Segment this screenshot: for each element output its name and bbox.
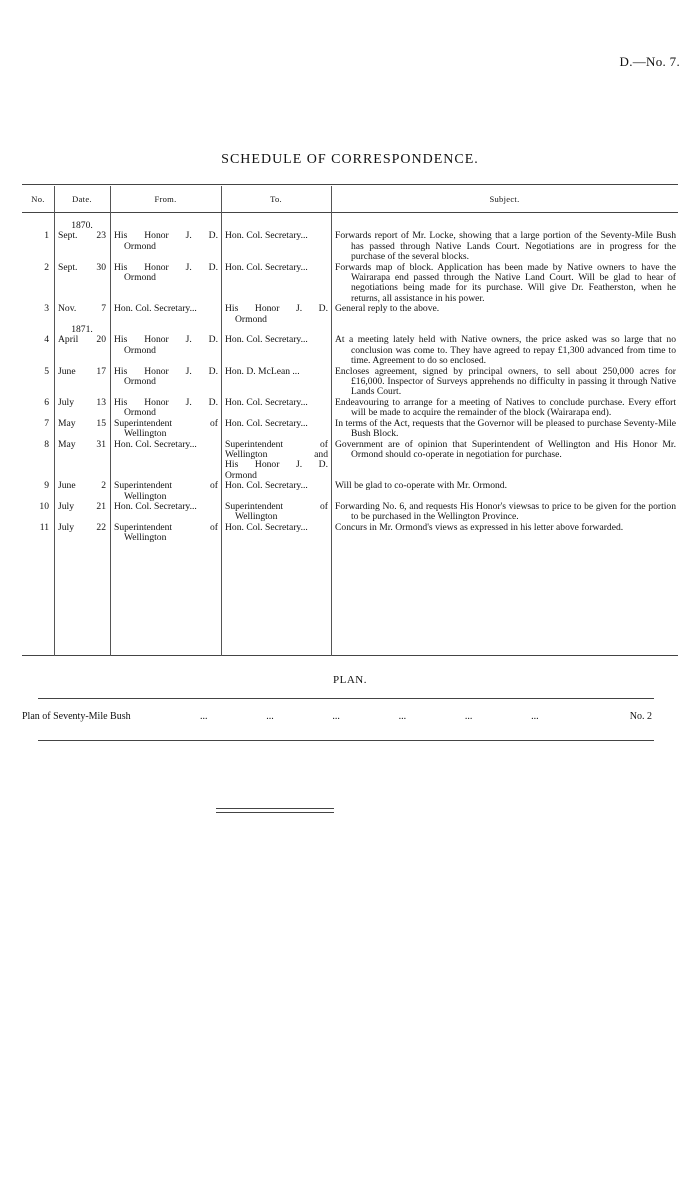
- entry-date: [54, 523, 110, 544]
- table-row: [22, 367, 678, 398]
- entry-date: [54, 367, 110, 398]
- entry-subject: [331, 304, 678, 325]
- entry-to-line: Ormond: [235, 313, 267, 325]
- entry-to-line: His Honor J. D.: [225, 303, 328, 315]
- entry-date: [54, 398, 110, 419]
- plan-top-rule: [38, 698, 654, 699]
- entry-month-day: [58, 523, 106, 533]
- entry-month-day: [58, 419, 106, 429]
- entry-day: 17: [96, 365, 106, 377]
- entry-subject: [331, 325, 678, 367]
- entry-number-text: 3: [44, 303, 49, 315]
- entry-month: May: [58, 417, 76, 429]
- closing-double-rule-bottom: [216, 812, 334, 813]
- table-row: [22, 325, 678, 367]
- entry-to-line: Hon. Col. Secretary...: [225, 521, 308, 533]
- entry-to-line: Hon. Col. Secretary...: [225, 261, 308, 273]
- entry-day: 21: [96, 500, 106, 512]
- entry-month: July: [58, 521, 74, 533]
- entry-day: 31: [96, 438, 106, 450]
- entry-date: [54, 419, 110, 440]
- entry-subject-text: In terms of the Act, requests that the Governor will be pleased to purchase Seventy-Mile Bush Block.: [335, 417, 676, 440]
- entry-to-line: Superintendent of: [225, 438, 328, 450]
- entry-from-line: His Honor J. D.: [114, 334, 218, 346]
- entry-to: [221, 523, 331, 544]
- entry-date: [54, 440, 110, 482]
- entry-number-text: 8: [44, 438, 49, 450]
- entry-from: [110, 221, 221, 263]
- entry-number: [22, 502, 54, 523]
- plan-row: [22, 711, 652, 722]
- entry-day: 7: [101, 303, 106, 315]
- table-row: [22, 440, 678, 482]
- entry-number-text: 10: [39, 500, 49, 512]
- entry-month-day: [58, 335, 106, 345]
- table-row: [22, 502, 678, 523]
- entry-to-line: Hon. Col. Secretary...: [225, 417, 308, 429]
- entry-day: 20: [96, 334, 106, 346]
- entry-month: Sept.: [58, 230, 78, 242]
- entry-date: [54, 304, 110, 325]
- entry-subject: [331, 481, 678, 502]
- entry-number: [22, 398, 54, 419]
- entry-number: [22, 304, 54, 325]
- table-row: [22, 481, 678, 502]
- leader-dot-group: ...: [199, 711, 208, 722]
- entry-to: [221, 325, 331, 367]
- column-header-date: Date.: [72, 194, 92, 204]
- entry-from: [110, 325, 221, 367]
- entry-number: [22, 440, 54, 482]
- entry-from-line: Hon. Col. Secretary...: [114, 500, 197, 512]
- table-row: [22, 263, 678, 305]
- entry-number: [22, 221, 54, 263]
- entry-subject: [331, 523, 678, 544]
- column-header-no: No.: [31, 194, 45, 204]
- entry-number-text: 9: [44, 480, 49, 492]
- entry-month-day: [58, 263, 106, 273]
- entry-to-line: Wellington and: [225, 448, 328, 460]
- entry-subject-text: Forwards report of Mr. Locke, showing that a large portion of the Seventy-Mile Bush has passed through Native Lands Court. Negotiations are in progress for the purchase of the several blocks.: [335, 230, 676, 263]
- table-row: [22, 523, 678, 544]
- entry-subject-text: Forwarding No. 6, and requests His Honor's viewsas to price to be given for the portion to be purchased in the Wellington Province.: [335, 500, 676, 523]
- entry-month-day: [58, 231, 106, 241]
- entry-to: [221, 263, 331, 305]
- entry-number: [22, 419, 54, 440]
- entry-month: April: [58, 334, 79, 346]
- table-row: [22, 419, 678, 440]
- entry-month: June: [58, 365, 76, 377]
- entry-from-line: Ormond: [124, 344, 156, 356]
- entry-from: [110, 367, 221, 398]
- entry-date: [54, 481, 110, 502]
- entry-number-text: 7: [44, 417, 49, 429]
- entry-from: [110, 481, 221, 502]
- entry-from-line: His Honor J. D.: [114, 230, 218, 242]
- entry-number-text: 11: [39, 521, 49, 533]
- plan-bottom-rule: [38, 740, 654, 741]
- entry-subject: [331, 502, 678, 523]
- plan-item-label: Plan of Seventy-Mile Bush: [22, 711, 131, 722]
- entry-day: 15: [96, 417, 106, 429]
- entry-subject-text: Endeavouring to arrange for a meeting of Natives to conclude purchase. Every effort will be made to acquire the remainder of the block (Wairarapa end).: [335, 396, 676, 419]
- plan-leader-dots: [131, 711, 592, 722]
- table-bottom-rule: [22, 655, 678, 656]
- entry-from: [110, 419, 221, 440]
- entry-to: [221, 440, 331, 482]
- entry-number-text: 6: [44, 396, 49, 408]
- entry-subject-text: General reply to the above.: [335, 303, 440, 315]
- entry-from-line: Ormond: [124, 240, 156, 252]
- column-header-from: From.: [154, 194, 177, 204]
- entry-month-day: [58, 398, 106, 408]
- entry-day: 23: [96, 230, 106, 242]
- leader-dot-group: ...: [398, 711, 407, 722]
- entry-number-text: 4: [44, 334, 49, 346]
- entry-to: [221, 398, 331, 419]
- entry-to: [221, 502, 331, 523]
- entry-from-line: His Honor J. D.: [114, 365, 218, 377]
- column-header-subject: Subject.: [489, 194, 520, 204]
- entry-from-line: Superintendent of: [114, 521, 218, 533]
- table-top-rule: [22, 184, 678, 185]
- entry-subject-text: Concurs in Mr. Ormond's views as expressed in his letter above forwarded.: [335, 521, 624, 533]
- entry-from: [110, 440, 221, 482]
- entry-from-line: Hon. Col. Secretary...: [114, 438, 197, 450]
- entry-to: [221, 304, 331, 325]
- entry-day: 13: [96, 396, 106, 408]
- entry-month: Sept.: [58, 261, 78, 273]
- table-header-row: [22, 186, 678, 212]
- entry-number-text: 1: [44, 230, 49, 242]
- entry-date: [54, 502, 110, 523]
- entry-number-text: 2: [44, 261, 49, 273]
- entry-number: [22, 523, 54, 544]
- entry-from: [110, 304, 221, 325]
- entry-month: June: [58, 480, 76, 492]
- entry-subject-text: Encloses agreement, signed by principal owners, to sell about 250,000 acres for £16,000. Inspector of Surveys apprehends no difficulty in passing it through Native Lands Court.: [335, 365, 676, 398]
- table-row: [22, 304, 678, 325]
- leader-dot-group: ...: [332, 711, 340, 722]
- table-row: [22, 221, 678, 263]
- entry-from-line: Ormond: [124, 407, 156, 419]
- entry-subject-text: At a meeting lately held with Native owners, the price asked was so large that no conclusion was come to. They have agreed to repay £1,300 advanced from time to time. Agreement to do so enclosed.: [335, 334, 676, 367]
- entry-subject-text: Government are of opinion that Superintendent of Wellington and His Honor Mr. Ormond should co-operate in negotiation for purchase.: [335, 438, 676, 460]
- entry-date: [54, 221, 110, 263]
- entry-month-day: [58, 304, 106, 314]
- plan-item-number: No. 2: [629, 711, 652, 722]
- entry-from: [110, 523, 221, 544]
- entry-year: 1871.: [71, 324, 93, 336]
- column-header-to: To.: [270, 194, 282, 204]
- entry-from: [110, 263, 221, 305]
- entry-from-line: Ormond: [124, 376, 156, 388]
- entry-to: [221, 221, 331, 263]
- schedule-title: SCHEDULE OF CORRESPONDENCE.: [221, 152, 479, 167]
- entry-to-line: Wellington: [235, 511, 278, 523]
- entry-day: 22: [96, 521, 106, 533]
- leader-dot-group: ...: [531, 711, 539, 722]
- entry-month-day: [58, 367, 106, 377]
- entry-from-line: His Honor J. D.: [114, 261, 218, 273]
- entry-month: July: [58, 396, 74, 408]
- table-row: [22, 398, 678, 419]
- entry-month-day: [58, 502, 106, 512]
- entry-number: [22, 325, 54, 367]
- entry-from: [110, 398, 221, 419]
- entry-month: May: [58, 438, 76, 450]
- entry-subject-text: Will be glad to co-operate with Mr. Ormond.: [335, 480, 507, 492]
- closing-double-rule-top: [216, 808, 334, 809]
- entry-month: Nov.: [58, 303, 77, 315]
- entry-day: 2: [101, 480, 106, 492]
- entry-to: [221, 481, 331, 502]
- entry-from: [110, 502, 221, 523]
- entry-to: [221, 419, 331, 440]
- entry-from-line: Wellington: [124, 532, 167, 544]
- entry-to-line: Hon. Col. Secretary...: [225, 334, 308, 346]
- entry-date: [54, 263, 110, 305]
- entry-month-day: [58, 481, 106, 491]
- entry-from-line: Hon. Col. Secretary...: [114, 303, 197, 315]
- entry-day: 30: [96, 261, 106, 273]
- entry-from-line: Wellington: [124, 490, 167, 502]
- entry-subject: [331, 221, 678, 263]
- entry-subject: [331, 419, 678, 440]
- entry-to-line: Hon. Col. Secretary...: [225, 230, 308, 242]
- entry-number: [22, 481, 54, 502]
- entry-year: 1870.: [71, 220, 93, 231]
- leader-dot-group: ...: [266, 711, 274, 722]
- entry-to-line: Hon. D. McLean ...: [225, 365, 300, 377]
- entry-subject-text: Forwards map of block. Application has been made by Native owners to have the Wairarapa end passed through the Native Land Court. Will be glad to hear of negotiations being made for its purchase. Will give Dr. Featherston, when he returns, all assistance in his power.: [335, 261, 676, 304]
- plan-title: PLAN.: [333, 674, 367, 686]
- entry-number: [22, 263, 54, 305]
- entry-subject: [331, 367, 678, 398]
- entry-subject: [331, 440, 678, 482]
- entry-to-line: Hon. Col. Secretary...: [225, 396, 308, 408]
- entry-subject: [331, 263, 678, 305]
- entry-subject: [331, 398, 678, 419]
- leader-dot-group: ...: [464, 711, 473, 722]
- entry-to: [221, 367, 331, 398]
- entry-to-line: Ormond: [225, 469, 257, 481]
- entry-number: [22, 367, 54, 398]
- entry-month-day: [58, 440, 106, 450]
- entry-from-line: Ormond: [124, 272, 156, 284]
- document-reference: D.—No. 7.: [619, 54, 680, 69]
- correspondence-table: [22, 186, 678, 544]
- entry-from-line: Superintendent of: [114, 480, 218, 492]
- entry-month: July: [58, 500, 74, 512]
- entry-to-line: His Honor J. D.: [225, 459, 328, 471]
- entry-date: [54, 325, 110, 367]
- entry-from-line: Wellington: [124, 428, 167, 440]
- entry-to-line: Superintendent of: [225, 500, 328, 512]
- entry-to-line: Hon. Col. Secretary...: [225, 480, 308, 492]
- entry-from-line: Superintendent of: [114, 417, 218, 429]
- entry-number-text: 5: [44, 365, 49, 377]
- entry-from-line: His Honor J. D.: [114, 396, 218, 408]
